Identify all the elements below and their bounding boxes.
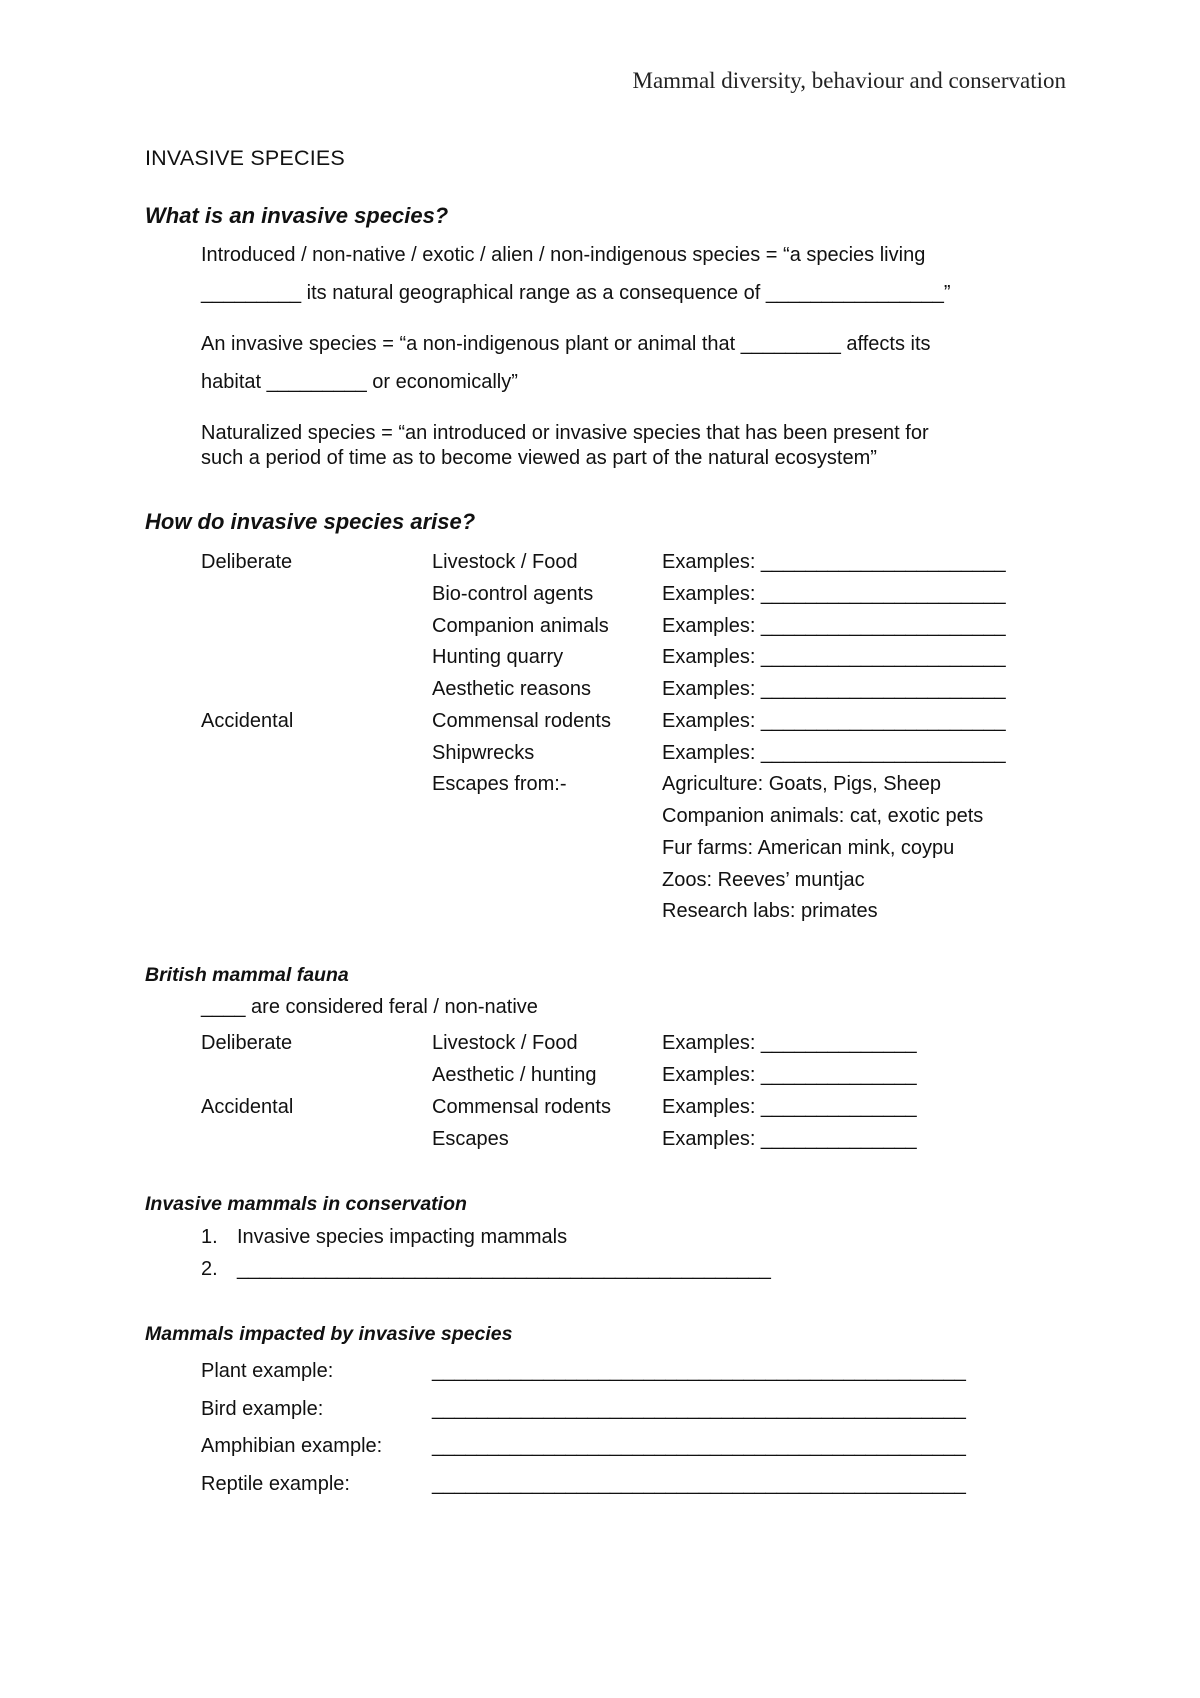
arise-examples: Examples: ______________________: [662, 678, 1006, 700]
british-type: Escapes: [432, 1128, 509, 1150]
arise-type: Aesthetic reasons: [432, 678, 591, 700]
list-item: Invasive species impacting mammals: [237, 1226, 568, 1248]
arise-examples: Zoos: Reeves’ muntjac: [662, 869, 865, 891]
british-category: Deliberate: [201, 1032, 293, 1054]
definition-introduced-line2: _________ its natural geographical range as a consequence of ________________”: [201, 282, 951, 304]
arise-type: Escapes from:-: [432, 773, 567, 795]
impact-label: Bird example:: [201, 1398, 324, 1420]
british-type: Commensal rodents: [432, 1096, 611, 1118]
heading-how-arise: How do invasive species arise?: [145, 509, 476, 534]
definition-invasive-line2: habitat _________ or economically”: [201, 371, 518, 393]
arise-category: Deliberate: [201, 551, 293, 573]
impact-label: Amphibian example:: [201, 1435, 383, 1457]
heading-mammals-impacted: Mammals impacted by invasive species: [145, 1323, 513, 1345]
arise-type: Companion animals: [432, 615, 609, 637]
heading-british-fauna: British mammal fauna: [145, 964, 349, 986]
arise-type: Commensal rodents: [432, 710, 611, 732]
definition-introduced-line1: Introduced / non-native / exotic / alien / non-indigenous species = “a species living: [201, 244, 926, 266]
running-header: Mammal diversity, behaviour and conservation: [632, 68, 1066, 93]
arise-examples: Examples: ______________________: [662, 551, 1006, 573]
list-item: ________________________________________________: [237, 1258, 771, 1280]
impact-blank: ________________________________________________: [432, 1473, 966, 1495]
arise-examples: Examples: ______________________: [662, 710, 1006, 732]
definition-invasive-line1: An invasive species = “a non-indigenous plant or animal that _________ affects its: [201, 333, 931, 355]
arise-type: Livestock / Food: [432, 551, 578, 573]
british-examples: Examples: ______________: [662, 1064, 917, 1086]
arise-type: Bio-control agents: [432, 583, 594, 605]
british-examples: Examples: ______________: [662, 1032, 917, 1054]
british-category: Accidental: [201, 1096, 294, 1118]
arise-examples: Companion animals: cat, exotic pets: [662, 805, 984, 827]
list-item-number: 2.: [201, 1258, 218, 1280]
british-type: Aesthetic / hunting: [432, 1064, 597, 1086]
british-fauna-intro: ____ are considered feral / non-native: [201, 996, 538, 1018]
impact-label: Reptile example:: [201, 1473, 350, 1495]
arise-examples: Examples: ______________________: [662, 646, 1006, 668]
arise-examples: Fur farms: American mink, coypu: [662, 837, 955, 859]
british-examples: Examples: ______________: [662, 1096, 917, 1118]
arise-type: Shipwrecks: [432, 742, 535, 764]
arise-examples: Examples: ______________________: [662, 583, 1006, 605]
arise-category: Accidental: [201, 710, 294, 732]
impact-blank: ________________________________________________: [432, 1435, 966, 1457]
heading-invasive-in-conservation: Invasive mammals in conservation: [145, 1193, 467, 1215]
definition-naturalized-line1: Naturalized species = “an introduced or invasive species that has been present for: [201, 422, 929, 444]
arise-type: Hunting quarry: [432, 646, 564, 668]
page-title: INVASIVE SPECIES: [145, 146, 345, 170]
british-type: Livestock / Food: [432, 1032, 578, 1054]
list-item-number: 1.: [201, 1226, 218, 1248]
definition-naturalized-line2: such a period of time as to become viewed as part of the natural ecosystem”: [201, 447, 877, 469]
arise-examples: Examples: ______________________: [662, 615, 1006, 637]
impact-blank: ________________________________________________: [432, 1398, 966, 1420]
arise-examples: Agriculture: Goats, Pigs, Sheep: [662, 773, 942, 795]
arise-examples: Examples: ______________________: [662, 742, 1006, 764]
impact-blank: ________________________________________________: [432, 1360, 966, 1382]
heading-what-is-invasive: What is an invasive species?: [145, 203, 449, 228]
british-examples: Examples: ______________: [662, 1128, 917, 1150]
arise-examples: Research labs: primates: [662, 900, 878, 922]
impact-label: Plant example:: [201, 1360, 334, 1382]
